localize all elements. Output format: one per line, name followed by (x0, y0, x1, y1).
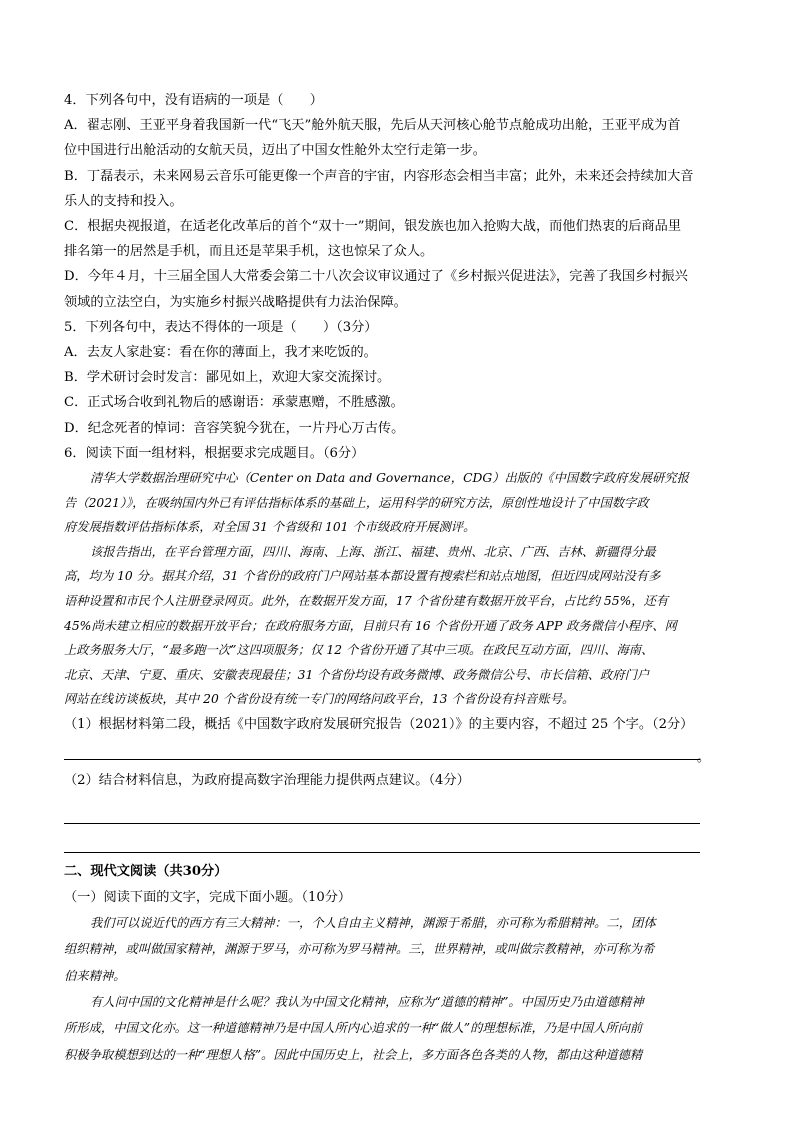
q6-sub1-answer-line[interactable] (64, 737, 710, 766)
q6-sub2-answer-line[interactable] (64, 824, 700, 853)
passage-line: 我们可以说近代的西方有三大精神：一，个人自由主义精神，渊源于希腊，亦可称为希腊精神。二，团体 (90, 915, 656, 930)
q6-material-line: 该报告指出，在平台管理方面，四川、海南、上海、浙江、福建、贵州、北京、广西、吉林、新疆得分最 (90, 544, 656, 559)
q6-material-line: 高，均为 10 分。据其介绍，31 个省份的政府门户网站基本都设置有搜索栏和站点地图，但近四成网站没有多 (64, 569, 661, 584)
q6-material-line: 45%尚未建立相应的数据开放平台；在政府服务方面，目前只有 16 个省份开通了政务 APP 政务微信小程序、网 (64, 618, 677, 633)
passage-line: 所形成，中国文化亦。这一种道德精神乃是中国人所内心追求的一种“做人”的理想标准，乃是中国人所向前 (64, 1021, 643, 1036)
q6-material-line: 网站在线访谈板块，其中 20 个省份设有统一专门的网络问政平台，13 个省份设有抖音账号。 (64, 692, 575, 707)
q4-option-line: 领域的立法空白，为实施乡村振兴战略提供有力法治保障。 (64, 294, 407, 310)
q6-material-line: 北京、天津、宁夏、重庆、安徽表现最佳；31 个省份均设有政务微博、政务微信公号、市长信箱、政府门户 (64, 667, 650, 682)
q6-sub2: （2）结合材料信息，为政府提高数字治理能力提供两点建议。（4分） (64, 773, 470, 789)
q4-option-line: 乐人的支持和投入。 (64, 193, 183, 209)
q4-stem: 4．下列各句中，没有语病的一项是（ ） (64, 93, 323, 108)
section-heading: 二、现代文阅读（共30分） (64, 864, 228, 880)
q6-sub2-answer-line[interactable] (64, 793, 700, 824)
passage-line: 有人问中国的文化精神是什么呢？我认为中国文化精神，应称为“道德的精神”。中国历史乃由道德精神 (90, 995, 644, 1010)
q6-material-line: 上政务服务大厅，“最多跑一次”这四项服务；仅 12 个省份开通了其中三项。在政民互动方面，四川、海南、 (64, 643, 654, 658)
q5-option-d: D．纪念死者的悼词：音容笑貌今犹在，一片丹心万古传。 (64, 420, 405, 436)
passage-line: 积极争取模想到达的一种“理想人格”。因此中国历史上，社会上，多方面各色各类的人物，都由这种道德精 (64, 1047, 643, 1062)
q5-stem: 5．下列各句中，表达不得体的一项是（ ）（3分） (64, 319, 378, 335)
q6-stem: 6．阅读下面一组材料，根据要求完成题目。（6分） (64, 445, 365, 461)
q4-option-line: 排名第一的居然是手机，而且还是苹果手机，这也惊呆了众人。 (64, 244, 434, 260)
q6-material-line: 清华大学数据治理研究中心（Center on Data and Governance，CDG）出版的《中国数字政府发展研究报 (90, 471, 689, 486)
page-content (64, 88, 734, 1068)
q4-option-line: 位中国进行出舱活动的女航天员，迈出了中国女性舱外太空行走第一步。 (64, 143, 486, 159)
q6-sub1-end-mark: 。 (696, 750, 710, 766)
q5-option-a: A．去友人家赴宴：看在你的薄面上，我才来吃饭的。 (64, 345, 377, 361)
q6-material-line: 府发展指数评估指标体系，对全国 31 个省级和 101 个市级政府开展测评。 (64, 520, 476, 535)
passage-line: 伯来精神。 (64, 968, 126, 983)
q6-material-line: 语种设置和市民个人注册登录网页。此外，在数据开发方面，17 个省份建有数据开放平台，占比约 55%，还有 (64, 594, 669, 609)
q4-option-line: C．根据央视报道，在适老化改革后的首个“双十一”期间，银发族也加入抢购大战，而他们热衷的后商品里 (64, 219, 682, 235)
q6-material-line: 告（2021）》，在吸纳国内外已有评估指标体系的基础上，运用科学的研究方法，原创性地设计了中国数字政 (64, 495, 649, 510)
q5-option-c: C．正式场合收到礼物后的感谢语：承蒙惠赠，不胜感激。 (64, 395, 404, 411)
q5-option-b: B．学术研讨会时发言：鄙见如上，欢迎大家交流探讨。 (64, 370, 391, 386)
q4-option-line: B．丁磊表示，未来网易云音乐可能更像一个声音的宇宙，内容形态会相当丰富；此外，未来还会持续加大音 (64, 168, 694, 184)
q4-option-line: A．翟志刚、王亚平身着我国新一代“飞天”舱外航天服，先后从天河核心舱节点舱成功出舱，王亚平成为首 (64, 118, 681, 134)
part-heading: （一）阅读下面的文字，完成下面小题。（10分） (64, 889, 352, 905)
q4-option-line: D．今年４月，十三届全国人大常委会第二十八次会议审议通过了《乡村振兴促进法》，完善了我国乡村振兴 (64, 269, 688, 285)
passage-line: 组织精神，或叫做国家精神，渊源于罗马，亦可称为罗马精神。三，世界精神，或叫做宗教精神，亦可称为希 (64, 942, 655, 957)
q6-sub1: （1）根据材料第二段，概括《中国数字政府发展研究报告（2021）》的主要内容，不超过 25 个字。（2分） (64, 716, 694, 732)
